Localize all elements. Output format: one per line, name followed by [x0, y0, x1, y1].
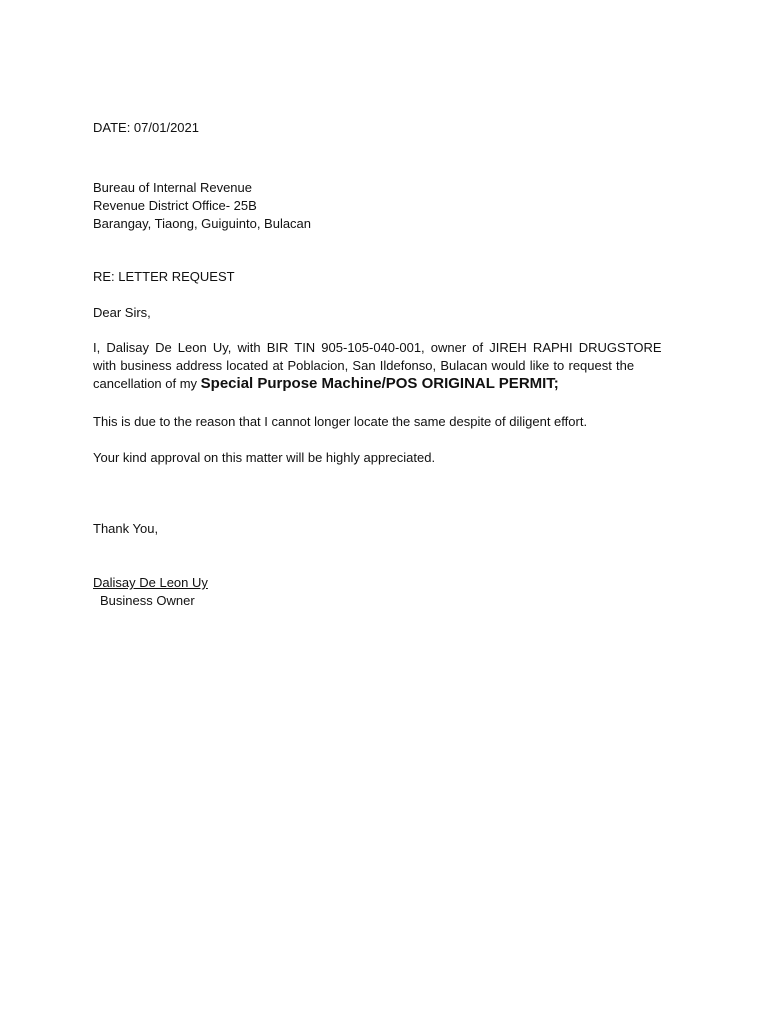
letter-closing: Thank You,: [93, 521, 159, 536]
permit-emphasis: Special Purpose Machine/POS ORIGINAL PERMIT;: [200, 375, 559, 392]
letter-salutation: Dear Sirs,: [93, 305, 151, 320]
body-p1-line-3-text: cancellation of my: [93, 376, 201, 391]
body-paragraph-3: Your kind approval on this matter will be highly appreciated.: [93, 450, 436, 465]
recipient-line-2: Revenue District Office- 25B: [93, 198, 257, 213]
signature-name: Dalisay De Leon Uy: [93, 575, 208, 590]
body-p1-line-3: [93, 375, 675, 393]
letter-date: DATE: 07/01/2021: [93, 120, 199, 135]
signature-block: [93, 574, 675, 610]
recipient-line-1: Bureau of Internal Revenue: [93, 180, 252, 195]
recipient-line-3: Barangay, Tiaong, Guiguinto, Bulacan: [93, 216, 312, 231]
body-p1-line-2: with business address located at Poblacion, San Ildefonso, Bulacan would like to request the: [93, 358, 635, 373]
body-paragraph-1: [93, 339, 675, 393]
body-paragraph-2: This is due to the reason that I cannot longer locate the same despite of diligent effort.: [93, 414, 588, 429]
recipient-address: [93, 179, 675, 233]
body-p1-line-1: I, Dalisay De Leon Uy, with BIR TIN 905-105-040-001, owner of JIREH RAPHI DRUGSTORE: [93, 340, 662, 355]
letter-subject: RE: LETTER REQUEST: [93, 269, 235, 284]
signature-title: Business Owner: [100, 593, 195, 608]
